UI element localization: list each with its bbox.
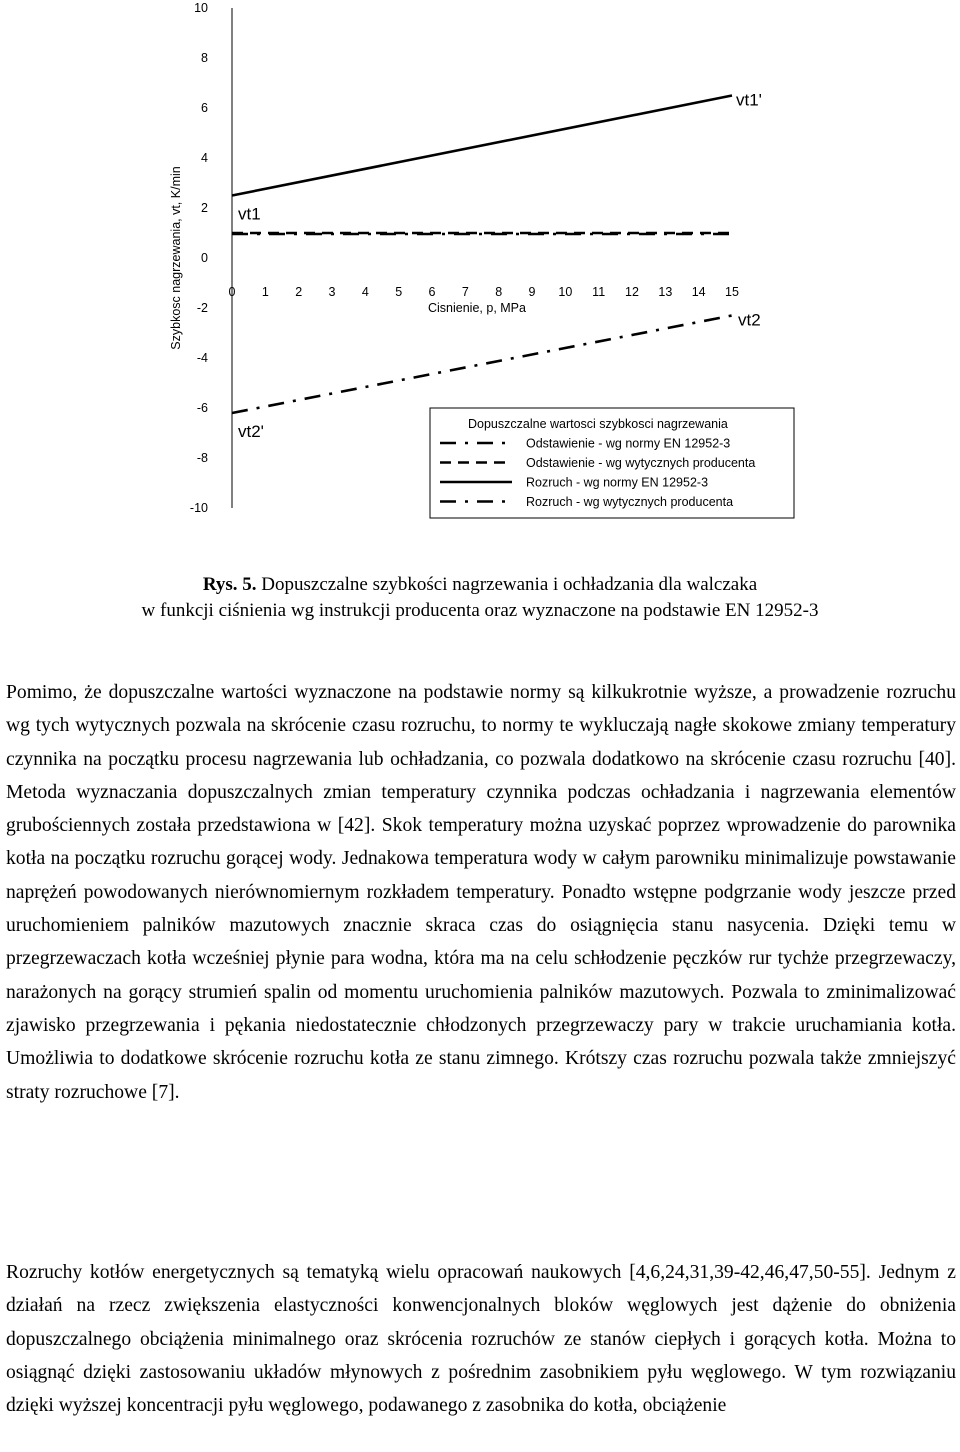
y-axis-ticks: [190, 1, 208, 515]
series-end-label: vt2': [238, 422, 264, 441]
legend-entry-label: Odstawienie - wg wytycznych producenta: [526, 456, 756, 470]
caption-line-2: w funkcji ciśnienia wg instrukcji producenta oraz wyznaczone na podstawie EN 12952-3: [141, 600, 819, 621]
x-tick-label: 14: [691, 285, 706, 299]
figure-caption: [0, 572, 960, 624]
x-axis-label: Cisnienie, p, MPa: [428, 301, 526, 315]
y-tick-label: -4: [196, 351, 208, 365]
series-end-label: vt1': [736, 90, 762, 110]
x-tick-label: 2: [295, 285, 303, 299]
legend-entry-label: Rozruch - wg wytycznych producenta: [526, 495, 734, 509]
y-tick-label: 4: [201, 151, 208, 165]
x-tick-label: 7: [461, 285, 469, 299]
body-paragraph-1: Pomimo, że dopuszczalne wartości wyznaczone na podstawie normy są kilkukrotnie wyższe, a prowadzenie rozruchu wg tych wytycznych pozwala na skrócenie czasu rozruchu, to normy te wykluczają nagłe skokowe zmiany temperatury czynnika na początku procesu nagrzewania lub ochładzania, co pozwala dodatkowo na skrócenie czasu rozruchu [40]. Metoda wyznaczania dopuszczalnych zmian temperatury czynnika podczas ochładzania i nagrzewania elementów grubościennych została przedstawiona w [42]. Skok temperatury można uzyskać poprzez wprowadzenie do parownika kotła na początku rozruchu gorącej wody. Jednakowa temperatura wody w całym parowniku minimalizuje powstawanie naprężeń powodowanych nierównomiernym rozkładem temperatury. Ponadto wstępne podgrzanie wody jeszcze przed uruchomieniem palników mazutowych znacznie skraca czas do osiągnięcia stanu nasycenia. Dzięki temu w przegrzewaczach kotła wcześniej płynie para wodna, która ma na celu schłodzenie pęczków rur tychże przegrzewaczy, narażonych na gorący strumień spalin od momentu uruchomienia palników mazutowych. Pozwala to zminimalizować zjawisko przegrzewania i pękania niedostatecznie chłodzonych przegrzewaczy pary w trakcie uruchamiania kotła. Umożliwia to dodatkowe skrócenie rozruchu kotła ze stanu zimnego. Krótszy czas rozruchu pozwala także zmniejszyć straty rozruchowe [7].: [6, 682, 956, 1103]
x-tick-label: 0: [228, 285, 236, 299]
series-line: [232, 316, 732, 414]
y-tick-label: -6: [196, 401, 208, 415]
y-tick-label: 2: [201, 201, 208, 215]
y-tick-label: 10: [194, 1, 208, 15]
y-axis-label: Szybkosc nagrzewania, vt, K/min: [169, 166, 183, 350]
x-tick-label: 8: [495, 285, 503, 299]
series-end-label: vt1: [238, 204, 261, 224]
y-tick-label: 8: [201, 51, 208, 65]
x-tick-label: 3: [328, 285, 336, 299]
caption-label: Rys. 5.: [202, 574, 257, 595]
caption-line-1: [0, 572, 960, 598]
x-tick-label: 12: [625, 285, 639, 299]
y-tick-label: 0: [201, 251, 208, 265]
y-tick-label: -10: [189, 501, 208, 515]
y-tick-label: -2: [196, 301, 208, 315]
x-tick-label: 11: [592, 285, 606, 299]
y-tick-label: 6: [201, 101, 208, 115]
x-tick-label: 10: [558, 285, 573, 299]
y-tick-label: -8: [196, 451, 208, 465]
x-tick-label: 1: [261, 285, 269, 299]
x-tick-label: 15: [725, 285, 739, 299]
x-tick-label: 9: [528, 285, 536, 299]
x-tick-label: 5: [395, 285, 403, 299]
legend-entry-label: Rozruch - wg normy EN 12952-3: [526, 475, 709, 490]
series-line: [232, 96, 732, 196]
caption-text-1: Dopuszczalne szybkości nagrzewania i ochładzania dla walczaka: [261, 574, 758, 595]
x-tick-label: 4: [361, 285, 369, 299]
x-tick-label: 6: [428, 285, 436, 299]
chart: [0, 0, 960, 560]
legend-entry-label: Odstawienie - wg normy EN 12952-3: [526, 436, 731, 451]
series-end-label: vt2: [738, 310, 761, 330]
x-axis-ticks: [229, 285, 739, 299]
x-tick-label: 13: [658, 285, 673, 299]
body-paragraph-2: Rozruchy kotłów energetycznych są tematyką wielu opracowań naukowych [4,6,24,31,39-42,46,47,50-55]. Jednym z działań na rzecz zwiększenia elastyczności konwencjonalnych bloków węglowych jest dążenie do obniżenia dopuszczalnego obciążenia minimalnego oraz skrócenia rozruchów ze stanów ciepłych i gorących kotła. Można to osiągnąć dzięki zastosowaniu układów młynowych z pośrednim zasobnikiem pyłu węglowego. W tym rozwiązaniu dzięki wyższej koncentracji pyłu węglowego, podawanego z zasobnika do kotła, obciążenie: [6, 1262, 956, 1417]
legend-title: Dopuszczalne wartosci szybkosci nagrzewania: [468, 417, 728, 431]
legend: [430, 408, 794, 518]
series-group: [232, 96, 732, 414]
